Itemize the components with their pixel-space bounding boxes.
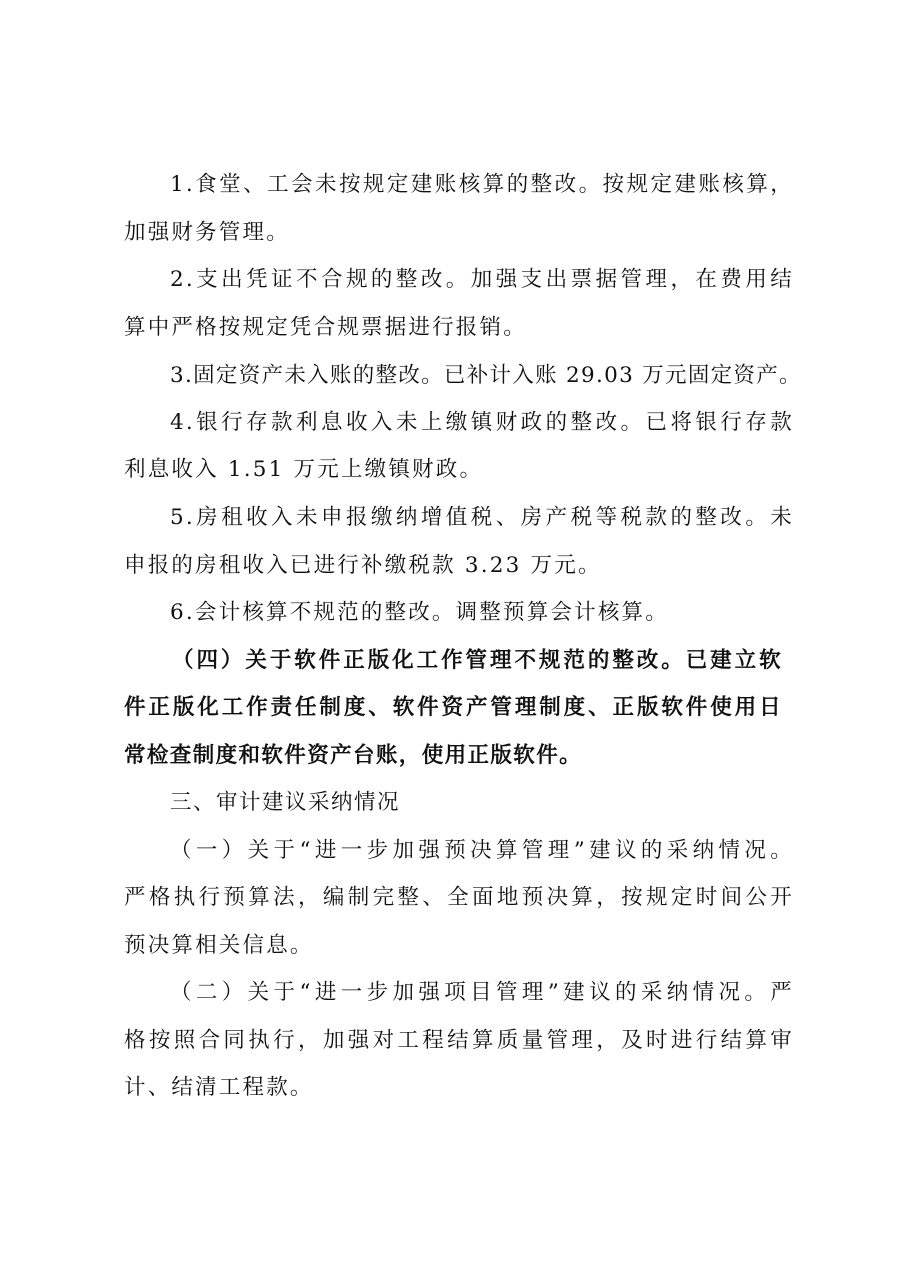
paragraph-line: （一）关于“进一步加强预决算管理”建议的采纳情况。 (170, 838, 794, 863)
paragraph-line: 加强财务管理。 (124, 220, 290, 245)
paragraph-line: 计、结清工程款。 (124, 1075, 314, 1100)
section-heading: 三、审计建议采纳情况 (170, 790, 401, 815)
paragraph-line: （四）关于软件正版化工作管理不规范的整改。已建立软 (172, 648, 782, 673)
paragraph-line: 件正版化工作责任制度、软件资产管理制度、正版软件使用日 (124, 695, 782, 720)
paragraph-line: 4.银行存款利息收入未上缴镇财政的整改。已将银行存款 (170, 410, 794, 435)
paragraph-line: 3.固定资产未入账的整改。已补计入账 29.03 万元固定资产。 (170, 363, 802, 388)
paragraph-line: 严格执行预算法，编制完整、全面地预决算，按规定时间公开 (124, 885, 794, 910)
paragraph-line: 算中严格按规定凭合规票据进行报销。 (124, 315, 527, 340)
paragraph-line: 5.房租收入未申报缴纳增值税、房产税等税款的整改。未 (170, 505, 794, 530)
paragraph-line: 6.会计核算不规范的整改。调整预算会计核算。 (170, 600, 669, 625)
paragraph-line: 预决算相关信息。 (124, 933, 314, 958)
paragraph-line: 格按照合同执行，加强对工程结算质量管理，及时进行结算审 (124, 1028, 794, 1053)
paragraph-line: 常检查制度和软件资产台账，使用正版软件。 (124, 743, 583, 768)
paragraph-line: 1.食堂、工会未按规定建账核算的整改。按规定建账核算， (170, 172, 794, 197)
paragraph-line: 利息收入 1.51 万元上缴镇财政。 (124, 457, 484, 482)
paragraph-line: （二）关于“进一步加强项目管理”建议的采纳情况。严 (170, 980, 794, 1005)
paragraph-line: 申报的房租收入已进行补缴税款 3.23 万元。 (124, 553, 602, 578)
paragraph-line: 2.支出凭证不合规的整改。加强支出票据管理，在费用结 (170, 267, 794, 292)
